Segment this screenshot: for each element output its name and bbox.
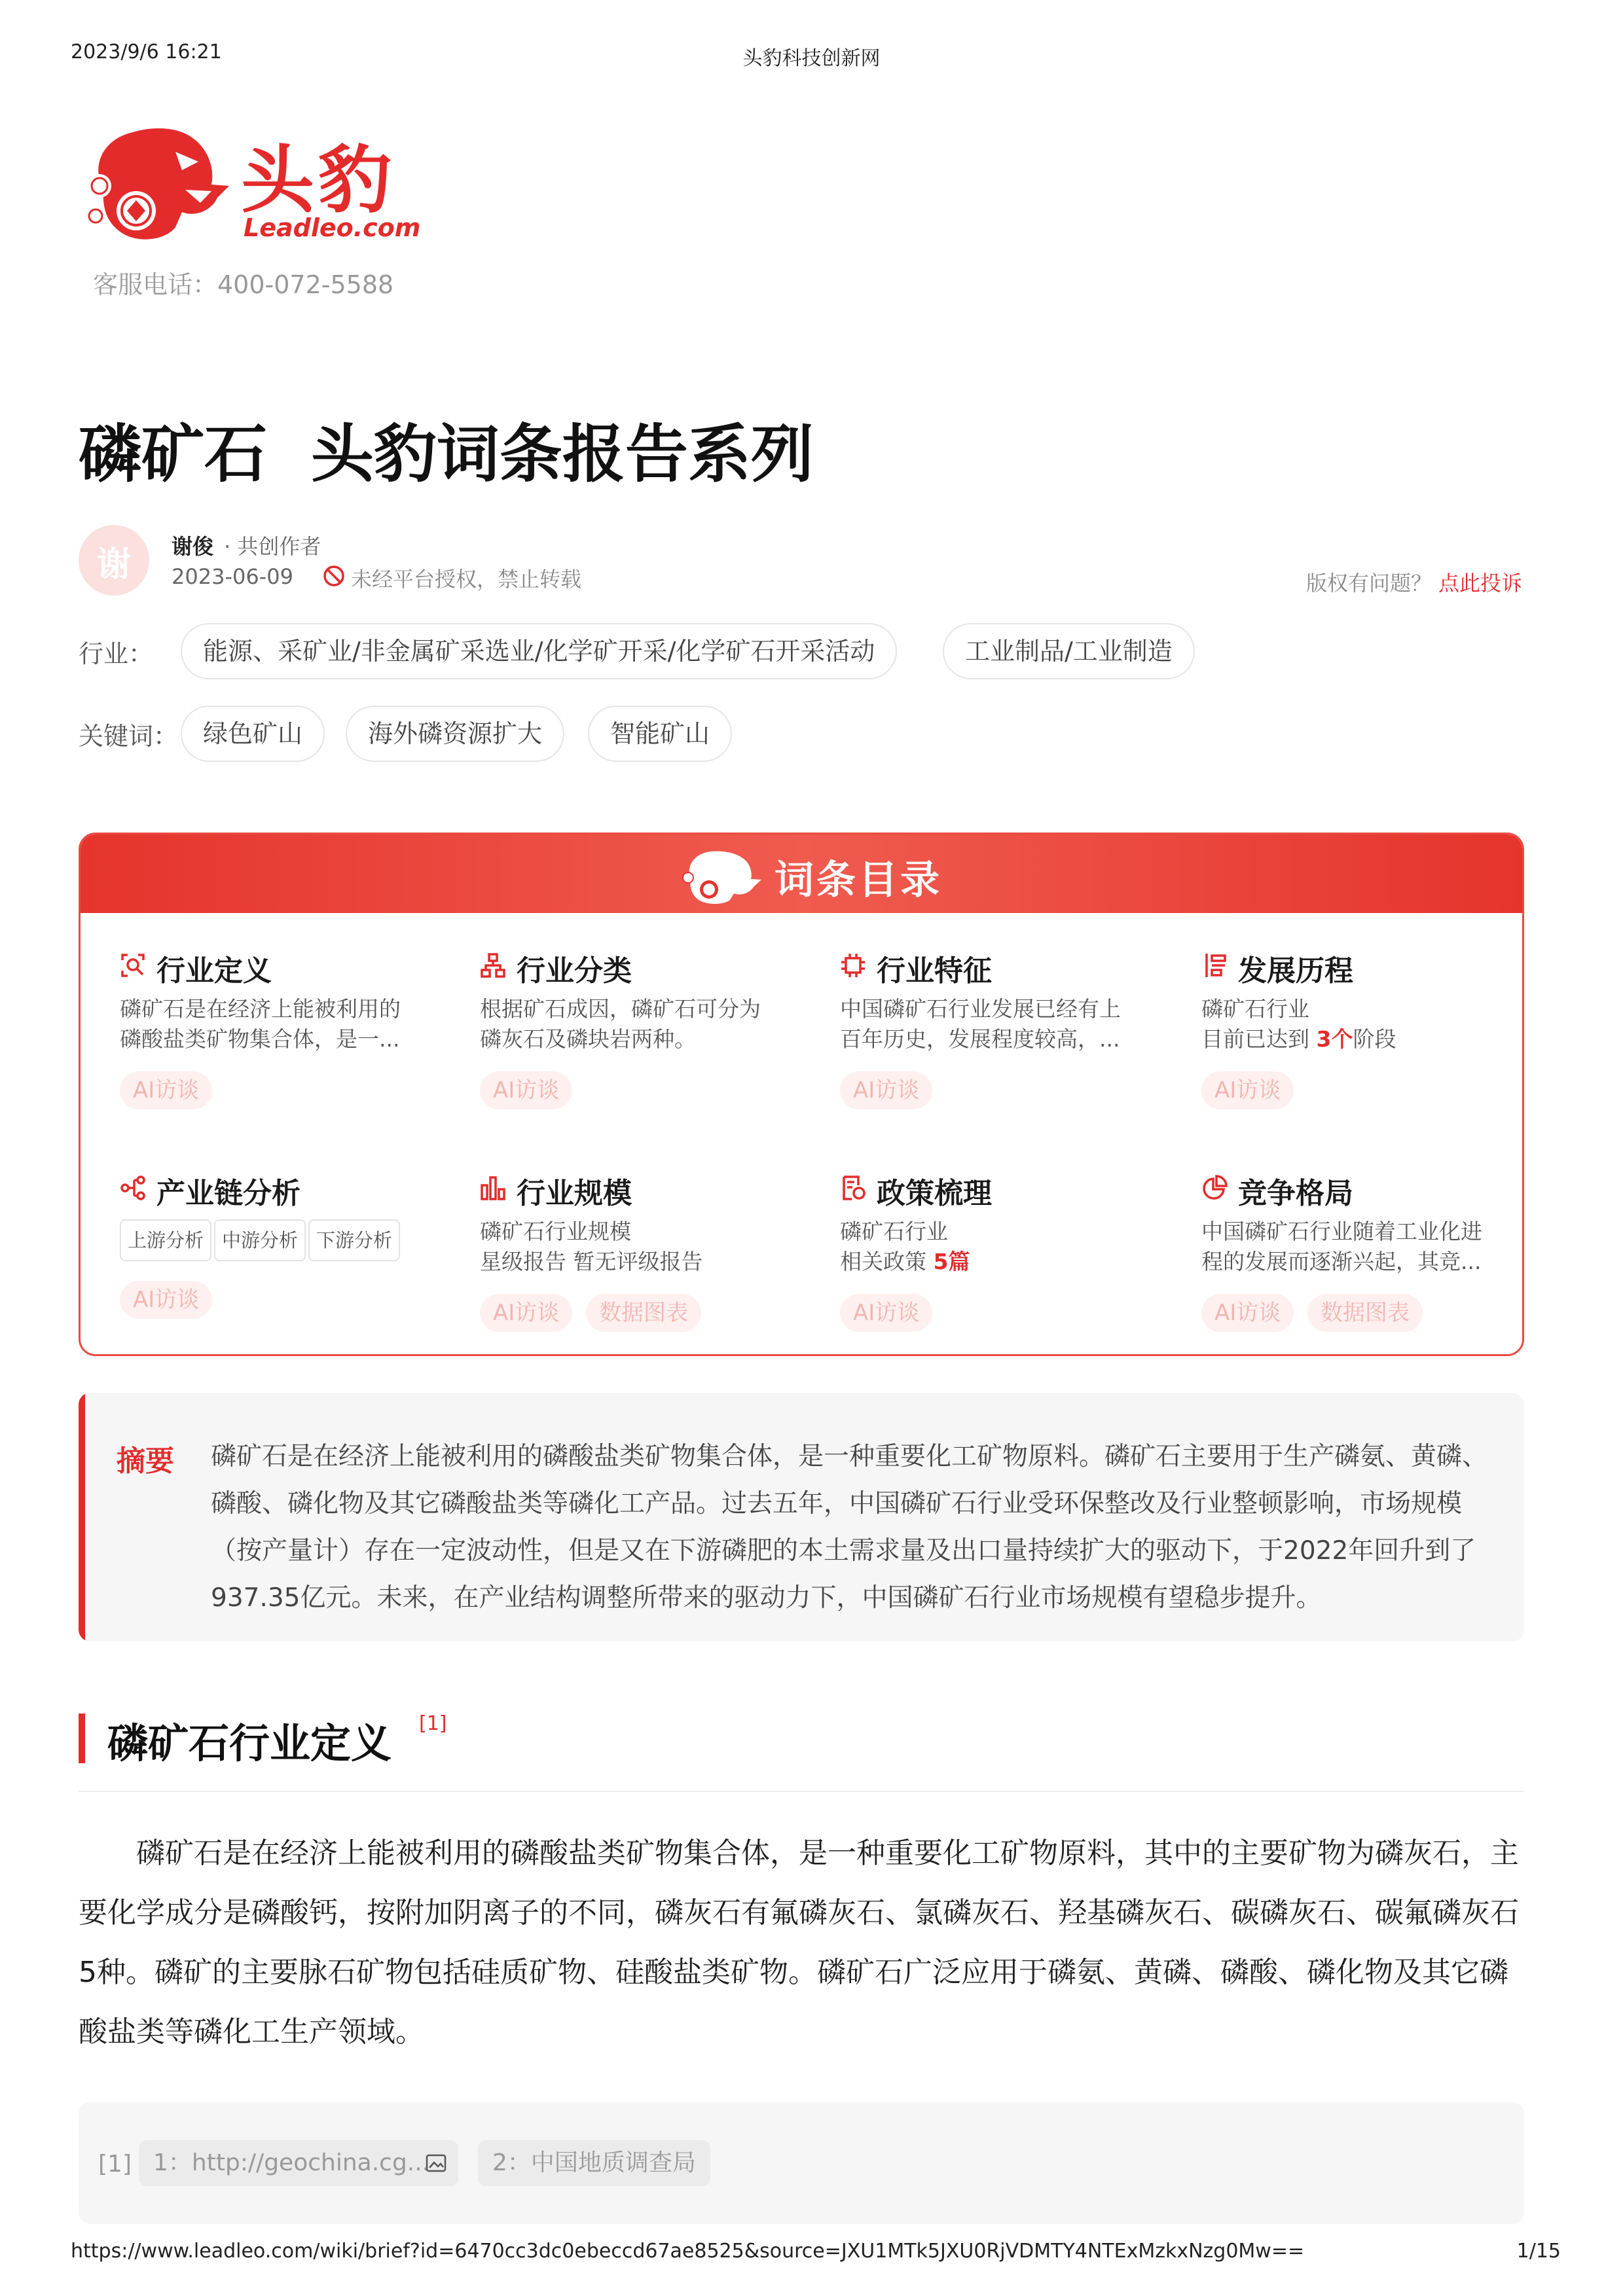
report-complaint-link[interactable]: 点此投诉 xyxy=(1438,571,1523,596)
ai-interview-button[interactable]: AI访谈 xyxy=(120,1071,212,1109)
copyright-question: 版权有问题？ xyxy=(1306,571,1432,596)
repost-notice: 未经平台授权，禁止转载 xyxy=(351,567,582,592)
print-site-name: 头豹科技创新网 xyxy=(742,47,881,70)
section-reference-mark[interactable]: [1] xyxy=(419,1712,447,1735)
summary-box xyxy=(79,1393,1524,1641)
reference-number: [1] xyxy=(98,2151,132,2178)
toc-desc-line: 中国磷矿石行业发展已经有上 xyxy=(840,996,1121,1022)
brand-name-cn: 头豹 xyxy=(241,138,395,223)
toc-desc-line: 百年历史，发展程度较高，... xyxy=(840,1026,1120,1052)
toc-item-competition[interactable]: 竞争格局 xyxy=(1238,1177,1353,1210)
timeline-icon xyxy=(1201,952,1228,978)
hierarchy-icon xyxy=(480,952,506,978)
print-datetime: 2023/9/6 16:21 xyxy=(71,41,222,63)
chain-icon xyxy=(120,1175,146,1201)
publish-date: 2023-06-09 xyxy=(172,564,293,589)
image-icon xyxy=(426,2153,447,2173)
upstream-analysis-button[interactable]: 上游分析 xyxy=(120,1219,211,1261)
avatar-initial: 谢 xyxy=(96,545,131,584)
toc-item-history[interactable]: 发展历程 xyxy=(1238,954,1353,988)
industry-label: 行业： xyxy=(79,639,154,668)
stage-count: 3个 xyxy=(1316,1026,1353,1052)
brand-name-en[interactable]: Leadleo.com xyxy=(244,213,421,242)
ai-interview-button[interactable]: AI访谈 xyxy=(120,1281,212,1319)
toc-item-definition[interactable]: 行业定义 xyxy=(156,954,272,988)
author-role: · 共创作者 xyxy=(224,534,321,559)
section-divider xyxy=(79,1791,1524,1792)
data-chart-button[interactable]: 数据图表 xyxy=(586,1294,701,1332)
toc-desc-text: 相关政策 xyxy=(840,1249,934,1274)
references-box xyxy=(79,2102,1524,2224)
chip-icon xyxy=(840,952,866,978)
toc-item-characteristics[interactable]: 行业特征 xyxy=(877,954,992,988)
ai-interview-button[interactable]: AI访谈 xyxy=(480,1294,572,1332)
ai-interview-button[interactable]: AI访谈 xyxy=(1201,1071,1294,1109)
prohibited-icon xyxy=(322,564,346,588)
summary-label: 摘要 xyxy=(117,1444,174,1478)
page-number: 1/15 xyxy=(1516,2240,1561,2263)
toc-desc-text: 目前已达到 xyxy=(1201,1026,1317,1052)
toc-desc-line: 程的发展而逐渐兴起，其竞... xyxy=(1201,1249,1482,1274)
ai-interview-button[interactable]: AI访谈 xyxy=(480,1071,572,1109)
keyword-tag[interactable]: 绿色矿山 xyxy=(181,706,325,762)
data-chart-button[interactable]: 数据图表 xyxy=(1307,1294,1423,1332)
toc-desc-line xyxy=(840,1247,1148,1277)
downstream-analysis-button[interactable]: 下游分析 xyxy=(308,1219,400,1261)
summary-text: 磷矿石是在经济上能被利用的磷酸盐类矿物集合体，是一种重要化工矿物原料。磷矿石主要用于生产磷氨、黄磷、磷酸、磷化物及其它磷酸盐类等磷化工产品。过去五年，中国磷矿石行业受环保整改及行业整顿影响，市场规模（按产量计）存在一定波动性，但是又在下游磷肥的本土需求量及出口量持续扩大的驱动下，于2022年回升到了937.35亿元。未来，在产业结构调整所带来的驱动力下，中国磷矿石行业市场规模有望稳步提升。 xyxy=(211,1442,1488,1613)
reference-link[interactable] xyxy=(139,2140,458,2186)
section-body: 磷矿石是在经济上能被利用的磷酸盐类矿物集合体，是一种重要化工矿物原料，其中的主要矿物为磷灰石，主要化学成分是磷酸钙，按附加阴离子的不同，磷灰石有氟磷灰石、氯磷灰石、羟基磷灰石、碳磷灰石、碳氟磷灰石5种。磷矿的主要脉石矿物包括硅质矿物、硅酸盐类矿物。磷矿石广泛应用于磷氨、黄磷、磷酸、磷化物及其它磷酸盐类等磷化工生产领域。 xyxy=(79,1837,1519,2049)
toc-desc-line: 星级报告 暂无评级报告 xyxy=(480,1249,703,1274)
toc-card xyxy=(79,833,1524,1356)
toc-desc-line: 根据矿石成因，磷矿石可分为 xyxy=(480,996,761,1022)
ai-interview-button[interactable]: AI访谈 xyxy=(840,1294,932,1332)
leopard-logo-icon xyxy=(678,844,776,906)
midstream-analysis-button[interactable]: 中游分析 xyxy=(214,1219,306,1261)
toc-desc-line: 磷灰石及磷块岩两种。 xyxy=(480,1026,696,1052)
toc-desc-line: 磷矿石是在经济上能被利用的 xyxy=(120,996,401,1022)
search-doc-icon xyxy=(120,952,146,978)
section-title: 磷矿石行业定义 xyxy=(107,1719,392,1767)
page-title: 磷矿石 头豹词条报告系列 xyxy=(79,418,814,491)
summary-accent-bar xyxy=(79,1393,85,1641)
industry-tag[interactable]: 工业制品/工业制造 xyxy=(943,623,1195,679)
customer-hotline: 客服电话：400-072-5588 xyxy=(93,270,394,299)
avatar[interactable] xyxy=(79,525,149,596)
toc-item-market-size[interactable]: 行业规模 xyxy=(517,1177,632,1210)
toc-desc-line: 磷矿石行业 xyxy=(1201,996,1309,1022)
keyword-label: 关键词： xyxy=(79,722,179,751)
toc-desc-line: 磷矿石行业规模 xyxy=(480,1219,631,1244)
reference-link[interactable]: 2：中国地质调查局 xyxy=(478,2140,710,2186)
policy-count: 5篇 xyxy=(933,1249,970,1274)
ai-interview-button[interactable]: AI访谈 xyxy=(1201,1294,1294,1332)
pie-chart-icon xyxy=(1201,1175,1228,1201)
toc-item-industry-chain[interactable]: 产业链分析 xyxy=(156,1177,301,1210)
keyword-tag[interactable]: 智能矿山 xyxy=(588,706,732,762)
toc-desc-text: 阶段 xyxy=(1353,1026,1396,1052)
toc-item-policy[interactable]: 政策梳理 xyxy=(877,1177,992,1210)
print-url: https://www.leadleo.com/wiki/brief?id=6470cc3dc0ebeccd67ae8525&source=JXU1MTk5JXU0RjVDMTY4NTExMzkxNzg0Mw== xyxy=(71,2240,1305,2263)
toc-item-classification[interactable]: 行业分类 xyxy=(517,954,632,988)
toc-desc-line: 中国磷矿石行业随着工业化进 xyxy=(1201,1219,1482,1244)
author-name[interactable]: 谢俊 xyxy=(172,534,214,559)
toc-title: 词条目录 xyxy=(775,857,942,903)
bar-chart-icon xyxy=(480,1175,506,1201)
reference-text: 1：http://geochina.cg... xyxy=(153,2149,430,2176)
toc-desc-line xyxy=(1201,1024,1509,1054)
section-accent-bar xyxy=(79,1713,85,1763)
toc-desc-line: 磷酸盐类矿物集合体，是一... xyxy=(120,1026,400,1052)
ai-interview-button[interactable]: AI访谈 xyxy=(840,1071,932,1109)
policy-doc-icon xyxy=(840,1175,866,1201)
keyword-tag[interactable]: 海外磷资源扩大 xyxy=(346,706,564,762)
industry-tag[interactable]: 能源、采矿业/非金属矿采选业/化学矿开采/化学矿石开采活动 xyxy=(181,623,897,679)
toc-header xyxy=(81,834,1524,913)
toc-desc-line: 磷矿石行业 xyxy=(840,1219,948,1244)
